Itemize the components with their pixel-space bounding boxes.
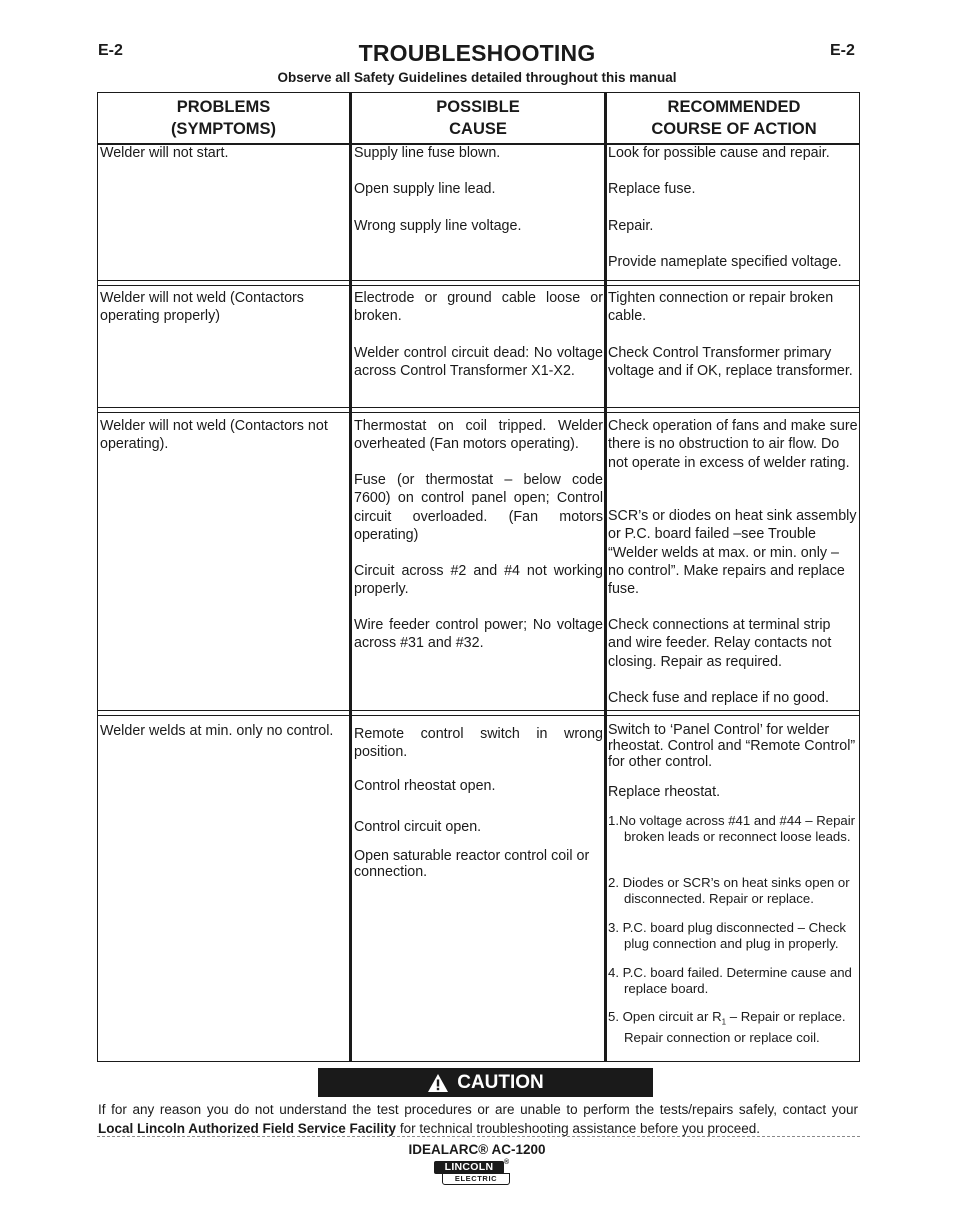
column-header-action: RECOMMENDED COURSE OF ACTION [651,98,817,138]
model-name: IDEALARC® AC-1200 [408,1142,546,1157]
row-2-problem: Welder will not weld (Contactors operating properly) [100,290,304,325]
page-title: TROUBLESHOOTING [358,40,596,66]
row-4-action-2: Replace rheostat. [608,784,721,800]
row-divider [98,710,859,716]
row-4-cause-1: Remote control switch in wrong position. [354,726,603,761]
warning-triangle-icon [427,1073,449,1093]
row-divider [98,407,859,413]
troubleshooting-table [97,92,860,1062]
page-code-right: E-2 [830,42,855,59]
row-2-action-2: Check Control Transformer primary voltage and if OK, replace transformer. [608,345,853,380]
row-3-action-4: Check fuse and replace if no good. [608,690,829,706]
column-divider [604,93,607,1061]
logo-registered-mark: ® [504,1159,510,1166]
row-1-cause-2: Open supply line lead. [354,181,496,197]
row-1-cause-1: Supply line fuse blown. [354,145,501,161]
row-4-problem: Welder welds at min. only no control. [100,723,334,739]
row-1-action-3: Repair. [608,218,654,234]
lincoln-electric-logo [434,1161,510,1185]
row-divider [98,280,859,286]
row-3-action-2: SCR’s or diodes on heat sink assembly or P.C. board failed –see Trouble “Welder welds at max. or min. only – no control”. Make repairs and replace fuse. [608,508,857,598]
row-1-cause-3: Wrong supply line voltage. [354,218,522,234]
row-1-action-4: Provide nameplate specified voltage. [608,254,842,270]
caution-banner [318,1068,653,1097]
logo-top: LINCOLN [434,1161,504,1174]
row-4-action-5: 3. P.C. board plug disconnected – Check plug connection and plug in properly. [608,920,847,951]
row-1-action-1: Look for possible cause and repair. [608,145,830,161]
row-4-action-3: 1.No voltage across #41 and #44 – Repair broken leads or reconnect loose leads. [608,813,856,844]
row-4-action-6: 4. P.C. board failed. Determine cause and replace board. [608,965,852,996]
row-2-cause-2: Welder control circuit dead: No voltage across Control Transformer X1-X2. [354,345,603,380]
row-4-cause-4: Open saturable reactor control coil or connection. [354,848,590,880]
row-1-problem: Welder will not start. [100,145,229,161]
row-4-action-4: 2. Diodes or SCR’s on heat sinks open or disconnected. Repair or replace. [608,875,850,906]
row-3-cause-1: Thermostat on coil tripped. Welder overheated (Fan motors operating). [354,418,603,453]
row-3-problem: Welder will not weld (Contactors not operating). [100,418,328,453]
row-4-action-1: Switch to ‘Panel Control’ for welder rheostat. Control and “Remote Control” for other control. [608,722,856,770]
column-header-problems: PROBLEMS (SYMPTOMS) [170,98,277,138]
row-3-cause-3: Circuit across #2 and #4 not working properly. [354,563,603,598]
row-3-action-1: Check operation of fans and make sure there is no obstruction to air flow. Do not operate in excess of welder rating. [608,418,858,471]
row-3-cause-4: Wire feeder control power; No voltage across #31 and #32. [354,617,603,652]
row-4-cause-2: Control rheostat open. [354,778,496,794]
row-3-action-3: Check connections at terminal strip and wire feeder. Relay contacts not closing. Repair as required. [608,617,832,670]
logo-bottom: ELECTRIC [442,1173,510,1185]
footer-divider [97,1136,860,1137]
row-4-action-7: 5. Open circuit ar $R_1$ – Repair or replace. Repair connection or replace coil. [608,1009,846,1046]
service-facility-text: Local Lincoln Authorized Field Service Facility [98,1121,397,1136]
caution-label: CAUTION [457,1071,544,1093]
row-4-cause-3: Control circuit open. [354,819,482,835]
row-1-action-2: Replace fuse. [608,181,696,197]
row-3-cause-2: Fuse (or thermostat – below code 7600) on control panel open; Control circuit overloaded. (Fan motors operating) [354,472,603,543]
row-2-action-1: Tighten connection or repair broken cable. [608,290,834,325]
column-divider [349,93,352,1061]
safety-note: Observe all Safety Guidelines detailed throughout this manual [277,70,677,85]
page-code-left: E-2 [98,42,123,59]
column-header-cause: POSSIBLE CAUSE [436,98,520,138]
caution-text: If for any reason you do not understand the test procedures or are unable to perform the tests/repairs safely, contact your Local Lincoln Authorized Field Service Facility for technical troubleshooting assistance before you proceed. [98,1102,858,1136]
row-2-cause-1: Electrode or ground cable loose or broken. [354,290,603,325]
